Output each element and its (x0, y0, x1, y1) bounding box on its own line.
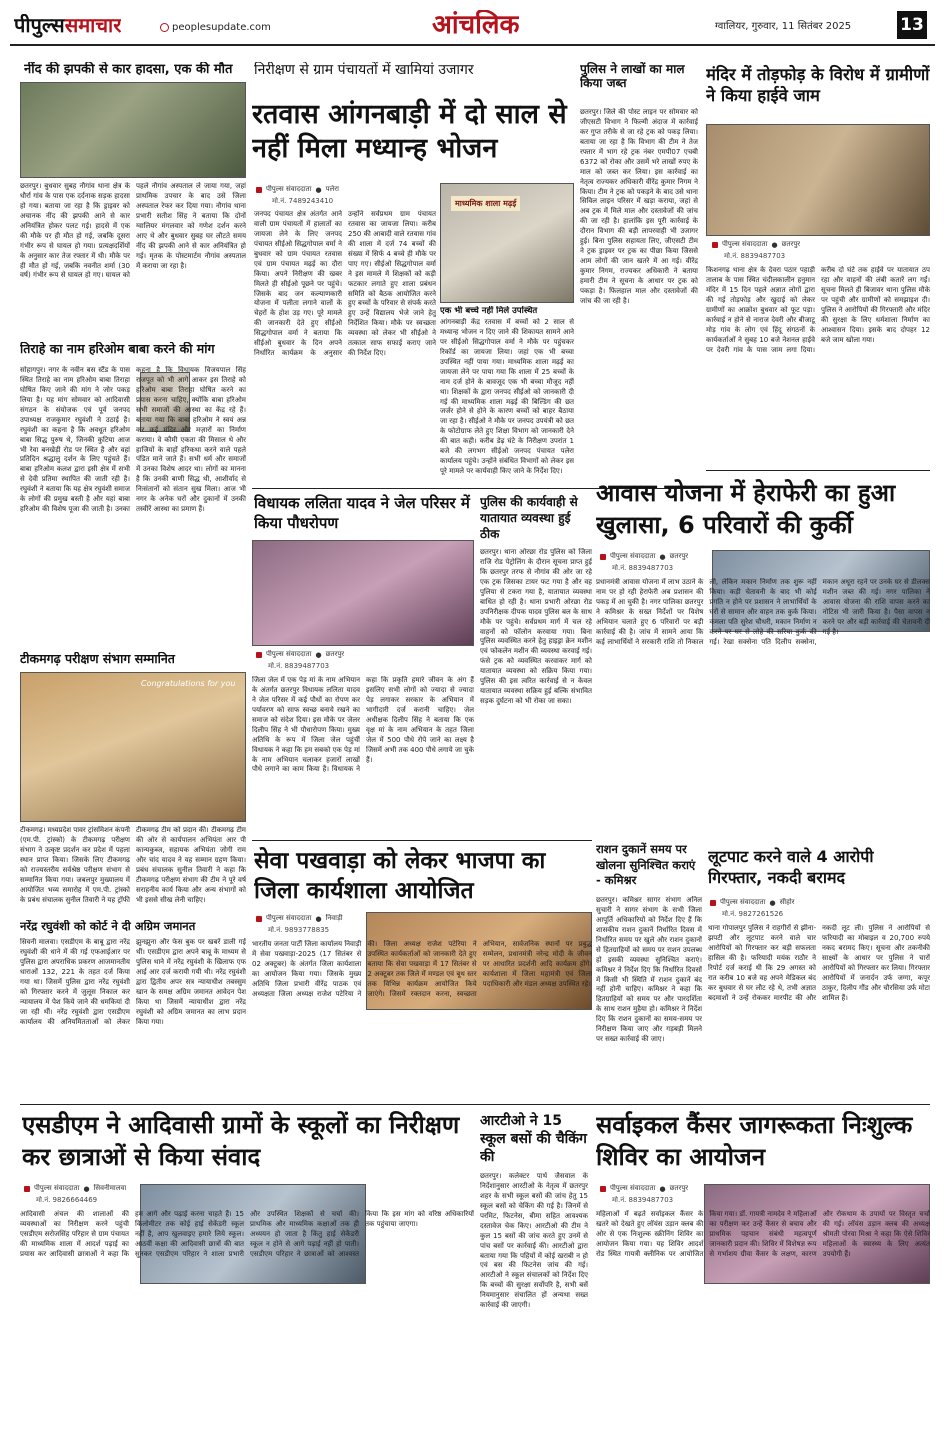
lalita-yadav-byline (256, 650, 344, 659)
bjp-place: निवाड़ी (325, 914, 343, 922)
ration-headline: राशन दुकानें समय पर खोलना सुनिश्चित कराएं - कमिश्नर (596, 842, 696, 888)
awas-reporter: पीपुल्स संवाददाता (610, 552, 656, 560)
reporter-marker-icon (256, 187, 262, 193)
website-url[interactable] (160, 22, 271, 33)
bjp-reporter: पीपुल्स संवाददाता (266, 914, 312, 922)
inspection-reporter: पीपुल्स संवाददाता (266, 185, 312, 193)
cancer-camp-headline: सर्वाइकल कैंसर जागरूकता निःशुल्क शिविर का आयोजन (596, 1111, 913, 1171)
narendra-body: सिवनी मालवा। एसडीएम के बाबू द्वारा नरेंद्र रघुवंशी की धाने में की गई एफआईआर पर पुलिस द्वारा अपराधिक प्रकरण आजमानतीय धाराओं 132, 221 के तहत दर्ज किया गया था। जिसमें पुलिस द्वारा नरेंद्र रघुवंशी को गिरफ्तार करने में जुलूस निकाल कर न्यायालय में पेश किये जाने की धमकियां दी जा रही थीं। नरेंद्र रघुवंशी द्वारा एसडीएम कार्यालय की अनियमितताओं को लेकर झुनझुना और फेस बुक पर खबरें डाली गई थीं। एसडीएम द्वारा अपने बाबू के माध्यम से पुलिस थाने में नरेंद्र रघुवंशी के खिलाफ एफ आई आर दर्ज करायी गयी थी। नरेंद्र रघुवंशी द्वारा द्वितीय अपर सत्र न्यायाधीश तबस्सुम खान के समक्ष अग्रिम जमानत आवेदन पेश किया था जिसमें न्यायाधीश द्वारा नरेंद्र रघुवंशी को अग्रिम जमानत का लाभ प्रदान किया गया। (20, 938, 246, 1026)
awas-mobile: मो.नं. 8839487703 (612, 564, 674, 572)
lalita-place: छतरपुर (325, 650, 345, 658)
temple-protest-photo (706, 124, 930, 236)
brand-logo[interactable] (14, 14, 121, 40)
bjp-workshop-body: भारतीय जनता पार्टी जिला कार्यालय निवाड़ी में सेवा पखवाड़ा-2025 (17 सितंबर से 02 अक्टूबर) के अंतर्गत जिला कार्यशाला का आयोजन किया गया। जिसके मुख्य अतिथि जिला प्रभारी वीरेंद्र पाठक एवं अध्यक्षता जिला अध्यक्ष राजेश पटेरिया ने की। जिला अध्यक्ष राजेश पटेरिया ने उपस्थित कार्यकर्ताओं को जानकारी देते हुए बताया कि सेवा पखवाड़ा में 17 सितंबर से 2 अक्टूबर तक जिले में मण्डल एवं बूथ स्तर तक विभिन्न कार्यक्रम आयोजित किये जाएंगे। जिसमें रक्तदान करना, स्वच्छता अभियान, सार्वजनिक स्थानों पर प्रबुद्ध सम्मेलन, प्रधानमंत्री नरेन्द्र मोदी के जीवन पर आधारित प्रदर्शनी आदि कार्यक्रम होंगे। कार्यशाला में जिला महामंत्री एवं जिला पदाधिकारी और मंडल अध्यक्ष उपस्थित रहे। (252, 940, 592, 998)
rto-bus-body: छतरपुर। कलेक्टर पार्थ जैसवाल के निर्देशानुसार आरटीओ के नेतृत्व में छतरपुर शहर के सभी स्कूल बसों की जांच हेतु 15 स्कूल बसों को चेकिंग की गई है। जिनमें से परमिट, फिटनेस, बीमा सहित आवश्यक दस्तावेज चेक किए। आरटीओ की टीम ने कुल 15 बसों की जांच करते हुए उनमें से पांच बसों पर कार्रवाई की। आरटीओ द्वारा बताया गया कि पहियों में कोई खराबी न हो एवं बस की फिटनेस जांच की गई। आरटीओ ने स्कूल संचालकों को निर्देश दिए कि बच्चों की सुरक्षा सर्वोपरि है, सभी बसें नियमानुसार संचालित हों अन्यथा सख्त कार्रवाई की जाएगी। (480, 1172, 588, 1310)
sdm-reporter: पीपुल्स संवाददाता (34, 1184, 80, 1192)
awas-place: छतरपुर (669, 552, 689, 560)
loot-reporter: पीपुल्स संवाददाता (720, 898, 766, 906)
awas-body: प्रधानमंत्री आवास योजना में लाभ उठाने के नाम पर हो रही हेराफेरी अब प्रशासन की पकड़ में आ चुकी है। नगर पालिका छतरपुर ने कमिश्नर के सख्त निर्देशों पर विशेष अभियान चलाते हुए 6 परिवारों पर बड़ी कार्रवाई की है। जांच में सामने आया कि कई लाभार्थियों ने सरकारी राशि तो निकाल ली, लेकिन मकान निर्माण तक शुरू नहीं किया। कड़ी चेतावनी के बाद भी कोई प्रगति न होने पर प्रशासन ने लाभार्थियों के घरों से सामान और वाहन तक कुर्क किया। कमला पति सुरेश चौधरी, मकान निर्माण न करने पर घर से लोहे की सरिया कुर्क की गई। रेखा सक्सेना पति दिलीप सक्सेना, मकान अधूरा रहने पर उनके घर से डीलक्स मशीन जब्त की गई। नगर पालिका ने आवास योजना की राशि वापस करने का नोटिस भी जारी किया है। पैसा वापस न करने पर और बड़ी कार्रवाई की चेतावनी दी गई है। (596, 578, 930, 646)
inspection-sub-headline: एक भी बच्चे नहीं मिले उपस्थित (440, 306, 538, 316)
baba-tirahe-headline: तिराहे का नाम हरिओम बाबा करने की मांग (20, 342, 215, 356)
police-traffic-headline: पुलिस की कार्यवाही से यातायात व्यवस्था हुई ठीक (480, 495, 578, 542)
temple-protest-headline: मंदिर में तोड़फोड़ के विरोध में ग्रामीणों ने किया हाईवे जाम (706, 65, 930, 106)
reporter-marker-icon (256, 652, 262, 658)
bjp-workshop-mobile: मो.नं. 9893778835 (268, 926, 330, 934)
inspection-sub-body: आंगनबाड़ी केंद्र रतवास में बच्चों को 2 साल से मध्यान्ह भोजन न दिए जाने की शिकायत सामने आने पर सीईओ सिद्धगोपाल वर्मा ने मौके पर पहुंचकर रिकॉर्ड का जायजा लिया। जहां एक भी बच्चा उपस्थित नहीं पाया गया। माध्यमिक शाला मढ़ई का जायजा लेने पर पाया गया कि शाला में 25 बच्चों के नाम दर्ज होने के बावजूद एक भी बच्चा मौजूद नहीं था। शिक्षकों के द्वारा जनपद सीईओ को जानकारी दी गई की माध्यमिक शाला मढ़ई की बिल्डिंग की छत जर्जर होने से होने के कारण बच्चों को बाहर बैठाया जा रहा है। सीईओ ने मौके पर जनपद उपयंत्री को छत के फोटोग्राफ लेते हुए शिक्षा विभाग को जानकारी देने की बात कही। करीब डेढ़ घंटे के निरीक्षण उपरांत 1 बजे की लगभग सीईओ जनपद पंचायत पलेरा कार्यालय पहुंचे। उन्होंने संबंधित विभागों को लेकर इस पूरे मामले पर कार्यवाही किए जाने के निर्देश दिए। (440, 318, 574, 476)
inspection-kicker: निरीक्षण से ग्राम पंचायतों में खामियां उजागर (254, 62, 474, 78)
temple-protest-byline (712, 240, 800, 249)
awas-byline (600, 552, 688, 561)
narendra-headline: नरेंद्र रघुवंशी को कोर्ट ने दी अग्रिम जमानत (20, 920, 196, 933)
lalita-reporter: पीपुल्स संवाददाता (266, 650, 312, 658)
loot-arrest-mobile: मो.नं. 9827261526 (722, 910, 784, 918)
inspection-mobile: मो.नं. 7489243410 (272, 197, 334, 205)
reporter-marker-icon (256, 916, 262, 922)
cancer-reporter: पीपुल्स संवाददाता (610, 1184, 656, 1192)
reporter-marker-icon (600, 554, 606, 560)
tikamgarh-headline: टीकमगढ़ परीक्षण संभाग सम्मानित (20, 652, 175, 666)
reporter-marker-icon (710, 900, 716, 906)
ration-body: छतरपुर। कमिश्नर सागर संभाग अनिल सुचारी ने सागर संभाग के सभी जिला आपूर्ति अधिकारियों को निर्देश दिए हैं कि शासकीय राशन दुकानें निर्धारित दिवस में निर्धारित समय पर खुले और राशन दुकानों से हितग्राहियों को समय पर राशन उपलब्ध हो इसकी व्यवस्था सुनिश्चित कराएं। कमिश्नर ने निर्देश दिए कि निर्धारित दिवसों में किसी भी स्थिति में राशन दुकानें बंद नहीं होनी चाहिए। कमिश्नर ने कहा कि हितग्राहियों को समय पर और पारदर्शिता के साथ राशन मुहैया हो। कमिश्नर ने निर्देश दिए कि राशन दुकानों का समय-समय पर निरीक्षण किया जाए और गड़बड़ी मिलने पर सख्त कार्रवाई की जाए। (596, 896, 702, 1044)
tikamgarh-body: टीकमगढ़। मध्यप्रदेश पावर ट्रांसमिशन कंपनी (एम.पी. ट्रांस्को) के टीकमगढ़ परीक्षण संभाग ने उत्कृष्ट प्रदर्शन कर प्रदेश में पहला स्थान प्राप्त किया। जिसके लिए टीकमगढ़ को राज्यस्तरीय सर्वश्रेष्ठ परीक्षण संभाग से सम्मानित किया गया। जबलपुर मुख्यालय में आयोजित भव्य समारोह में एम.पी. ट्रांस्को के प्रबंध संचालक सुनील तिवारी ने यह ट्रॉफी टीकमगढ़ टीम को प्रदान की। टीकमगढ़ टीम की ओर से कार्यपालन अभियंता आर पी कान्यकुब्ज, सहायक अभियंता जोगी राम और चांद यादव ने यह सम्मान ग्रहण किया। प्रबंध संचालक सुनील तिवारी ने कहा कि टीकमगढ़ परीक्षण संभाग की टीम ने पूरे वर्ष सराहनीय कार्य किया और अन्य संभागों को भी इससे सीख लेनी चाहिए। (20, 826, 246, 904)
reporter-marker-icon (600, 1186, 606, 1192)
lower-band-rule (20, 1104, 930, 1105)
cancer-camp-byline (600, 1184, 688, 1193)
separator-icon: ● (315, 914, 322, 923)
top-band-rule-right (706, 470, 930, 471)
sdm-school-byline (24, 1184, 126, 1193)
inspection-headline: रतवास आंगनबाड़ी में दो साल से नहीं मिला मध्यान्ह भोजन (252, 99, 567, 164)
inspection-subcolumn (440, 306, 574, 482)
loot-arrest-body: थाना गोपालपुर पुलिस ने राहगीरों से झीना-झपटी और लूटपाट करने वाले चार आरोपियों को गिरफ्तार कर बड़ी सफलता हासिल की है। फरियादी मयंक राठौर ने रिपोर्ट दर्ज कराई थी कि 29 अगस्त को रात करीब 10 बजे वह अपने मेडिकल बंद कर बुधवार से घर लौट रहे थे, तभी अज्ञात बदमाशों ने उन्हें रोककर मारपीट की और नकदी लूट ली। पुलिस ने आरोपियों से फरियादी का मोबाइल व 20,700 रुपये नकद बरामद किए। सूचना और तकनीकी साक्ष्यों के आधार पर पुलिस ने चारों आरोपियों को गिरफ्तार कर लिया। गिरफ्तार आरोपियों में जनार्दन उर्फ जग्गा, कपूर ठाकुर, दिलीप गौंड और चौरसिया उर्फ मोटा शामिल हैं। (708, 924, 930, 1002)
temple-protest-reporter: पीपुल्स संवाददाता (722, 240, 768, 248)
police-smuggle-body: छतरपुर। जिले की पोस्ट लाइन पर सोमवार को जीएसटी विभाग ने फिल्मी अंदाज में कार्रवाई कर गुप्त तरीके से जा रहे ट्रक को पकड़ लिया। बताया जा रहा है कि विभाग की टीम ने तेज रफ्तार में भाग रहे ट्रक नंबर एमपी07 एचबी 6372 को रोका और उसमें भरे लाखों रुपए के माल को जब्त कर लिया। इस कार्रवाई का नेतृत्व राज्यकर अधिकारी वीरेंद्र कुमार निगम ने किया। टीम ने ट्रक को पकड़ने के बाद उसे थाना सिविल लाइन परिसर में खड़ा कराया, जहां से अब ट्रक में मिले माल और दस्तावेजों की जांच की जा रही है। हालांकि इस पूरी कार्रवाई के दौरान विभाग की बड़ी लापरवाही भी उजागर हुई। बिना पुलिस सहायता लिए, जीएसटी टीम ने ट्रक ड्राइवर पर ट्रक का पीछा किया जिससे आम लोगों की जान खतरे में आ गई। वीरेंद्र कुमार निगम, राज्यकर अधिकारी ने बताया हमारी टीम ने सूचना के आधार पर ट्रक को पकड़ा है। फिलहाल माल और दस्तावेजों की जांच की जा रही है। (580, 108, 698, 305)
sdm-school-body: आदिवासी अंचल की शालाओं की व्यवस्थाओं का निरीक्षण करने पहुंची एसडीएम सरोजसिंह परिहार से ग्राम पंचायत की माध्यमिक शाला में आदर्श पढ़ाई का प्रयास कर आदिवासी छात्राओं ने कहा कि हम आगे और पढ़ाई करना चाहते हैं। 15 किलोमीटर तक कोई हाई सेकेंडरी स्कूल नहीं है, आप खुलवाइए हमारे लिये स्कूल। आठवीं कक्षा की आदिवासी छात्रों की बात सुनकर एसडीएम परिहार ने शाला प्रभारी और उपस्थित शिक्षकों से चर्चा की। प्राथमिक और माध्यमिक कक्षाओं तक ही अध्ययन हो जाता है किंतु हाई सेकेंडरी स्कूल न होने से आगे पढ़ाई नहीं हो पाती। एसडीएम परिहार ने छात्राओं को आश्वस्त किया कि इस मांग को वरिष्ठ अधिकारियों तक पहुंचाया जाएगा। (20, 1210, 474, 1258)
masthead-rule (10, 44, 935, 46)
bjp-workshop-byline (256, 914, 343, 923)
mid-band-rule (252, 840, 592, 841)
inspection-school-photo (440, 183, 574, 303)
cancer-camp-mobile: मो.नं. 8839487703 (612, 1196, 674, 1204)
separator-icon: ● (659, 1184, 666, 1193)
separator-icon: ● (83, 1184, 90, 1193)
separator-icon: ● (769, 898, 776, 907)
separator-icon: ● (315, 650, 322, 659)
rto-bus-headline: आरटीओ ने 15 स्कूल बसों की चैकिंग की (480, 1113, 587, 1166)
tikamgarh-award-photo (20, 672, 246, 822)
car-accident-headline: नींद की झपकी से कार हादसा, एक की मौत (24, 62, 233, 77)
page-number: 13 (897, 11, 927, 39)
masthead (0, 0, 945, 46)
police-traffic-body: छतरपुर। थाना ओरछा रोड पुलिस को जिला राजि रोड पेट्रोलिंग के दौरान सूचना प्राप्त हुई कि छतरपुर तरफ से नौगांव की ओर जा रहे एक ट्रक जिसका टायर फट गया है और वह पुलिया से टकरा गया है, यातायात व्यवस्था बाधित हो रही है। थाना प्रभारी ओरछा रोड उपनिरीक्षक दीपक यादव पुलिस बल के साथ मौके पर पहुंचे। सर्वप्रथम मार्ग में चल रहे वाहनों को फॉलोन करवाया गया। बिना पुलिस व्यवस्थित करने हेतु हाइड्रा क्रेन मशीन एवं फोकलेन मशीन की व्यवस्था करवाई गई। फंसे ट्रक को व्यवस्थित करवाकर मार्ग को यातायात व्यवस्था को सक्रिय किया गया। पुलिस की इस त्वरित कार्रवाई से न केवल यातायात व्यवस्था सक्रिय हुई बल्कि संभावित सड़क दुर्घटना को भी रोका जा सका। (480, 548, 592, 706)
website-text: peoplesupdate.com (172, 22, 271, 33)
sdm-school-headline: एसडीएम ने आदिवासी ग्रामों के स्कूलों का निरीक्षण कर छात्राओं से किया संवाद (22, 1111, 460, 1171)
cancer-camp-body: महिलाओं में बढ़ते सर्वाइकल कैंसर के खतरे को देखते हुए लॉयंस उड़ान क्लब की ओर से एक निःशुल्क स्क्रीनिंग शिविर का आयोजन किया गया। यह शिविर आदर्श रोड स्थित गायत्री क्लीनिक पर आयोजित किया गया। डॉ. गायत्री नामदेव ने महिलाओं का परीक्षण कर उन्हें कैंसर से बचाव और प्राथमिक पहचान संबंधी महत्वपूर्ण जानकारी प्रदान की। शिविर में विशेषज्ञ रूप से गर्भाशय ग्रीवा कैंसर के लक्षण, कारण और रोकथाम के उपायों पर विस्तृत चर्चा की गई। लॉयंस उड़ान क्लब की अध्यक्ष श्रीमती पोरवा मिश्रा ने कहा कि ऐसे शिविर महिलाओं के स्वास्थ्य के लिए अत्यंत उपयोगी हैं। (596, 1210, 930, 1258)
car-accident-body: छतरपुर। बुधवार सुबह नौगांव थाना क्षेत्र के धौर्रा गांव के पास एक दर्दनाक सड़क हादसा हो गया। बताया जा रहा है कि ड्राइवर को अचानक नींद की झपकी आने से कार अनियंत्रित होकर पलट गई। हादसे में एक की मौके पर ही मौत हो गई, जबकि दूसरा गंभीर रूप से घायल हो गया। प्रत्यक्षदर्शियों के अनुसार कार तेज रफ्तार में थी। मौके पर ही मौत हो गई, जबकि नवनीत शर्मा (30 वर्ष) गंभीर रूप से घायल हो गए। घायल को पहले नौगांव अस्पताल ले जाया गया, जहां प्राथमिक उपचार के बाद उसे जिला अस्पताल रेफर कर दिया गया। नौगांव थाना प्रभारी सतीश सिंह ने बताया कि दोनों ग्वालियर मंगलवार को गणेश दर्शन करने आए थे और बुधवार सुबह घर लौटते समय नींद की झपकी आने से कार अनियंत्रित हो गई। मृतक के पोस्टमार्टम नौगांव अस्पताल में कराया जा रहा है। (20, 182, 246, 280)
baba-tirahe-body: सोहागपुर। नगर के नवीन बस स्टैंड के पास स्थित तिराहे का नाम हरिओम बाबा तिराहा घोषित किए जाने की मांग ने जोर पकड़ लिया है। यह मांग सोमवार को आदिवासी संगठन के संयोजक एवं पूर्व जनपद उपाध्यक्ष राजकुमार रघुवंशी ने उठाई है। रघुवंशी का कहना है कि अवधूत हरिओम बाबा सिद्ध पुरुष थे, जिनकी कुटिया आज भी रेवा बनखेड़ी रोड पर स्थित है और वहां प्रतिदिन श्रद्धालु दर्शन के लिए पहुंचते हैं। बाबा हरिओम कलश द्वारा इसी क्षेत्र में सभी से देवी प्रतिमा स्थापित की जाती रही है। रघुवंशी ने बताया कि यह क्षेत्र रघुवंशी समाज के लोगों की प्रमुख बस्ती है और यहां बाबा हरिओम की विशेष पूजा की जाती है। उनका कहना है कि विधायक विजयपाल सिंह राजपूत को भी आगे आकर इस तिराहे को हरिओम बाबा तिराहा घोषित करने का प्रयास करना चाहिए, क्योंकि बाबा हरिओम सभी समाजों की आस्था का केंद्र रहे हैं। बताया गया कि बाबा हरिओम ने स्वयं अन्न कर कई मंदिर और मज़ारों का निर्माण कराया। वे कौमी एकता की मिसाल थे और हाजियों के बाहों हरिकथा करने वाले पहले पंडित माने जाते हैं। सभी धर्म और समाजों में उनका विशेष आदर था। लोगों का मानना है कि उनकी बाणी सिद्ध थी, आशीर्वाद से निःसंतानों को संतान सुख मिला। आज भी नगर के अनेक घरों और दुकानों में उनकी तस्वीरें आस्था का प्रमाण हैं। (20, 366, 246, 514)
tikamgarh-photo-banner: Congratulations for you (141, 679, 236, 688)
lalita-yadav-mobile: मो.नं. 8839487703 (268, 662, 330, 670)
sdm-place: सिवनीमालवा (93, 1184, 127, 1192)
sdm-school-mobile: मो.नं. 9826664469 (36, 1196, 98, 1204)
cancer-place: छतरपुर (669, 1184, 689, 1192)
lalita-plantation-photo (252, 540, 474, 646)
car-accident-photo (20, 82, 246, 178)
inspection-byline (256, 185, 436, 194)
police-smuggle-headline: पुलिस ने लाखों का माल किया जब्त (580, 62, 685, 91)
inspection-place: पलेरा (325, 185, 339, 193)
reporter-marker-icon (712, 242, 718, 248)
brand-name-part1: पीपुल्स (14, 14, 65, 37)
separator-icon: ● (659, 552, 666, 561)
dateline: ग्वालियर, गुरुवार, 11 सितंबर 2025 (715, 21, 852, 32)
loot-place: सीहोर (779, 898, 795, 906)
inspection-body: जनपद पंचायत क्षेत्र अंतर्गत आने वाली ग्राम पंचायतों में हालातों का जायजा लेने के लिए जनपद पंचायत सीईओ सिद्धगोपाल वर्मा ने बुधवार को ग्राम पंचायत रतवास एवं ग्राम पंचायत मढ़ई का दौरा किया। अपने निरीक्षण की खबर मिलते ही सीईओ पूछने पर पहुंचे। जिसके बाद जन कल्याणकारी योजना में पलीता लगाने वालों के चेहरों के होश उड़ गए। पूरे मामले की जानकारी देते हुए सीईओ सिद्धगोपाल वर्मा ने बताया कि सीईओ बुधवार के दिन अपने निर्धारित कार्यक्रम के अनुसार उन्होंने सर्वप्रथम ग्राम पंचायत रतवास का जायजा लिया। करीब 250 की आबादी वाले रतवास गांव की शाला में दर्ज 74 बच्चों की संख्या में सिर्फ 4 बच्चे ही मौके पर पाए गए। सीईओ सिद्धगोपाल वर्मा ने इस मामले में शिक्षकों को कड़ी फटकार लगाते हुए शाला प्रबंधन समिति को बैठक आयोजित करने हुए बच्चों के परिवार से संपर्क करते हुए उन्हें विद्यालय भेजे जाने हेतु निर्देशित किया। मौके पर स्वच्छता व्यवस्था को लेकर भी सीईओ ने तत्काल साफ सफाई कराए जाने की निर्देश दिए। (254, 210, 436, 358)
separator-icon: ● (315, 185, 322, 194)
section-title: आंचलिक (432, 10, 520, 40)
awas-headline: आवास योजना में हेराफेरी का हुआ खुलासा, 6 परिवारों की कुर्की (596, 479, 896, 539)
loot-arrest-byline (710, 898, 795, 907)
school-sign: माध्यमिक शाला मढ़ई (451, 196, 520, 211)
temple-protest-mobile: मो.नं. 8839487703 (724, 252, 786, 260)
lalita-yadav-headline: विधायक ललिता यादव ने जेल परिसर में किया पौधरोपण (254, 494, 470, 532)
globe-icon (160, 23, 169, 32)
temple-protest-place: छतरपुर (781, 240, 801, 248)
temple-protest-body: किशनगढ़ थाना क्षेत्र के देवरा पठार पहाड़ी तालाब के पास स्थित चंदीलकालीन हनुमान मंदिर में 15 दिन पहले अज्ञात लोगों द्वारा की गई तोड़फोड़ और खुदाई को लेकर ग्रामीणों का आक्रोश बुधवार को फूट पड़ा। कार्रवाई न होने से नाराज देवरी और बीजाटू मोड़ गांव के लोग एवं हिंदू संगठनों के कार्यकर्ताओं ने सुबह 10 बजे नेशनल हाईवे पर देवरी गांव के पास जाम लगा दिया। करीब दो घंटे तक हाईवे पर यातायात ठप रहा और वाहनों की लंबी कतारें लग गईं। सूचना मिलते ही बिजावर थाना पुलिस मौके पर पहुंची और ग्रामीणों को समझाइश दी। पुलिस ने आरोपियों की गिरफ्तारी और मंदिर की सुरक्षा के लिए धर्मशाला निर्माण का आश्वासन दिया। इसके बाद दोपहर 12 बजे जाम खोला गया। (706, 266, 930, 354)
lalita-yadav-body: जिला जेल में एक पेड़ मां के नाम अभियान के अंतर्गत छतरपुर विधायक ललिता यादव ने जेल परिसर में कई पौधों का रोपण कर पर्यावरण को साफ स्वच्छ बनाये रखने का समाज को संदेश दिया। इस मौके पर जेलर दिलीप सिंह ने भी पौधारोपण किया। मुख्य अतिथि के रूप में जिला जेल पहुंचीं विधायक ने कहा कि हम सबको एक पेड़ मां के नाम अभियान चलाकर हजारों लाखों पौधे लगाने का काम किया है। विधायक ने कहा कि प्रकृति हमारे जीवन के अंग हैं इसलिए सभी लोगों को ज्यादा से ज्यादा पेड़ लगाकर सरकार के अभियान में भागीदारी दर्ज करानी चाहिए। जेल अधीक्षक दिलीप सिंह ने बताया कि एक वृक्ष मां के नाम अभियान के तहत जिला जेल में 500 पौधे रोपे जाने का लक्ष्य है जिसमें अभी तक 400 पौधे लगाये जा चुके हैं। (252, 676, 474, 774)
separator-icon: ● (771, 240, 778, 249)
brand-name-part2: समाचार (64, 14, 122, 37)
reporter-marker-icon (24, 1186, 30, 1192)
loot-arrest-headline: लूटपाट करने वाले 4 आरोपी गिरफ्तार, नकदी बरामद (708, 847, 874, 888)
bjp-workshop-headline: सेवा पखवाड़ा को लेकर भाजपा का जिला कार्यशाला आयोजित (254, 848, 546, 905)
